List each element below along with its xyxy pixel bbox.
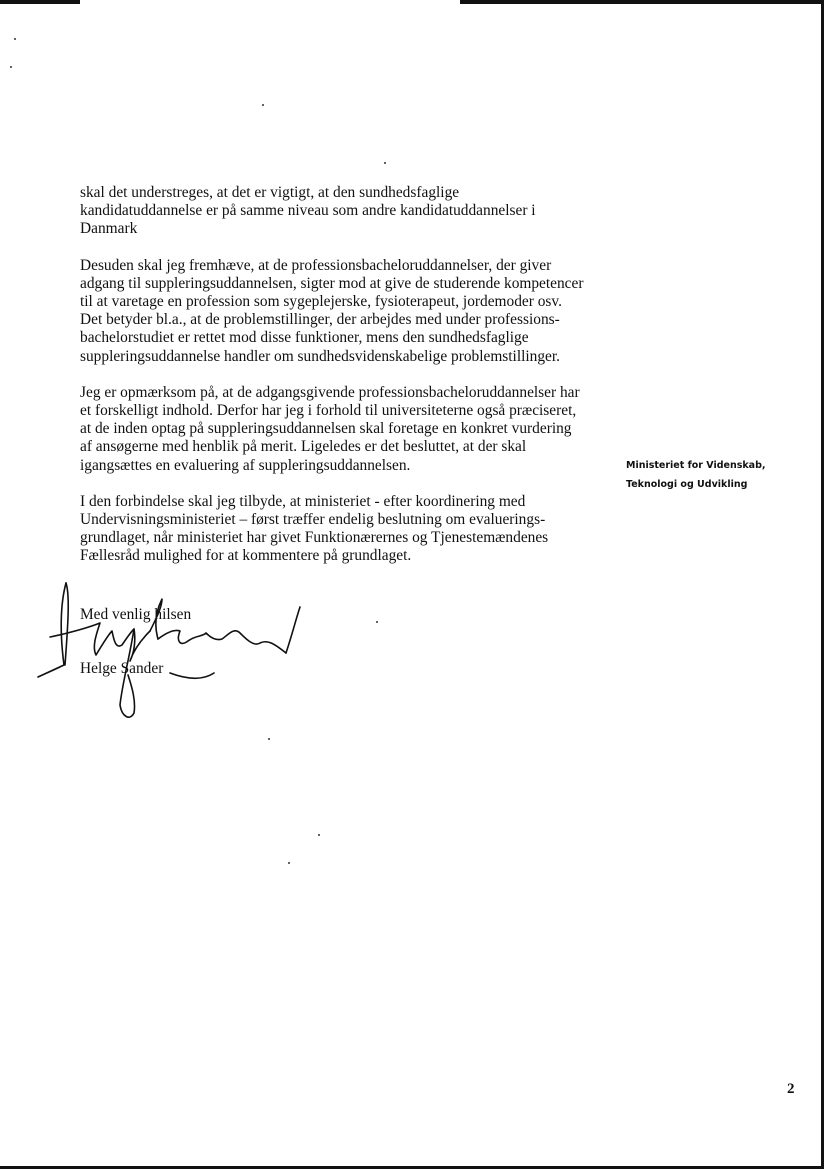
letter-body xyxy=(80,184,600,584)
text-line: bachelorstudiet er rettet mod disse funktioner, mens den sundhedsfaglige xyxy=(80,329,529,347)
scan-speck xyxy=(262,104,264,106)
scan-speck xyxy=(318,834,320,836)
text-line: Undervisningsministeriet – først træffer endelig beslutning om evaluerings- xyxy=(80,511,546,529)
text-line: Fællesråd mulighed for at kommentere på grundlaget. xyxy=(80,547,412,565)
text-line: at de inden optag på suppleringsuddannelsen skal foretage en konkret vurdering xyxy=(80,420,572,438)
scan-speck xyxy=(384,162,386,164)
text-line: af ansøgerne med henblik på merit. Ligeledes er det besluttet, at der skal xyxy=(80,438,527,456)
paragraph-3 xyxy=(80,384,600,475)
paragraph-1 xyxy=(80,184,600,239)
text-line: til at varetage en profession som sygeplejerske, fysioterapeut, jordemoder osv. xyxy=(80,293,562,311)
handwritten-signature xyxy=(30,575,310,725)
paragraph-2 xyxy=(80,257,600,366)
text-line: suppleringsuddannelse handler om sundhedsvidenskabelige problemstillinger. xyxy=(80,347,561,365)
page-number: 2 xyxy=(787,1081,795,1097)
text-line: adgang til suppleringsuddannelsen, sigter mod at give de studerende kompetencer xyxy=(80,274,584,292)
text-line: grundlaget, når ministeriet har givet Funktionærernes og Tjenestemændenes xyxy=(80,529,549,547)
sender-name: Helge Sander xyxy=(80,660,164,677)
text-line: Jeg er opmærksom på, at de adgangsgivende professionsbacheloruddannelser har xyxy=(80,383,580,401)
text-line: igangsættes en evaluering af suppleringsuddannelsen. xyxy=(80,456,411,474)
text-line: skal det understreges, at det er vigtigt, at den sundhedsfaglige xyxy=(80,184,460,201)
scan-speck xyxy=(268,738,270,740)
scan-speck xyxy=(14,38,16,40)
scan-speck xyxy=(10,66,12,68)
paragraph-4 xyxy=(80,493,600,566)
ministry-name-line-1: Ministeriet for Videnskab, xyxy=(626,460,766,471)
ministry-sidebar xyxy=(626,456,766,494)
scan-speck xyxy=(376,621,378,623)
ministry-name-line-2: Teknologi og Udvikling xyxy=(626,479,748,490)
scan-speck xyxy=(288,862,290,864)
text-line: et forskelligt indhold. Derfor har jeg i forhold til universiteterne også præciseret, xyxy=(80,402,577,420)
text-line: kandidatuddannelse er på samme niveau som andre kandidatuddannelser i xyxy=(80,202,536,220)
text-line: Danmark xyxy=(80,220,138,238)
closing-salutation: Med venlig hilsen xyxy=(80,606,192,623)
text-line: I den forbindelse skal jeg tilbyde, at ministeriet - efter koordinering med xyxy=(80,492,526,510)
text-line: Det betyder bl.a., at de problemstillinger, der arbejdes med under professions- xyxy=(80,311,560,329)
text-line: Desuden skal jeg fremhæve, at de professionsbacheloruddannelser, der giver xyxy=(80,256,552,274)
scan-edge-top xyxy=(0,0,824,4)
